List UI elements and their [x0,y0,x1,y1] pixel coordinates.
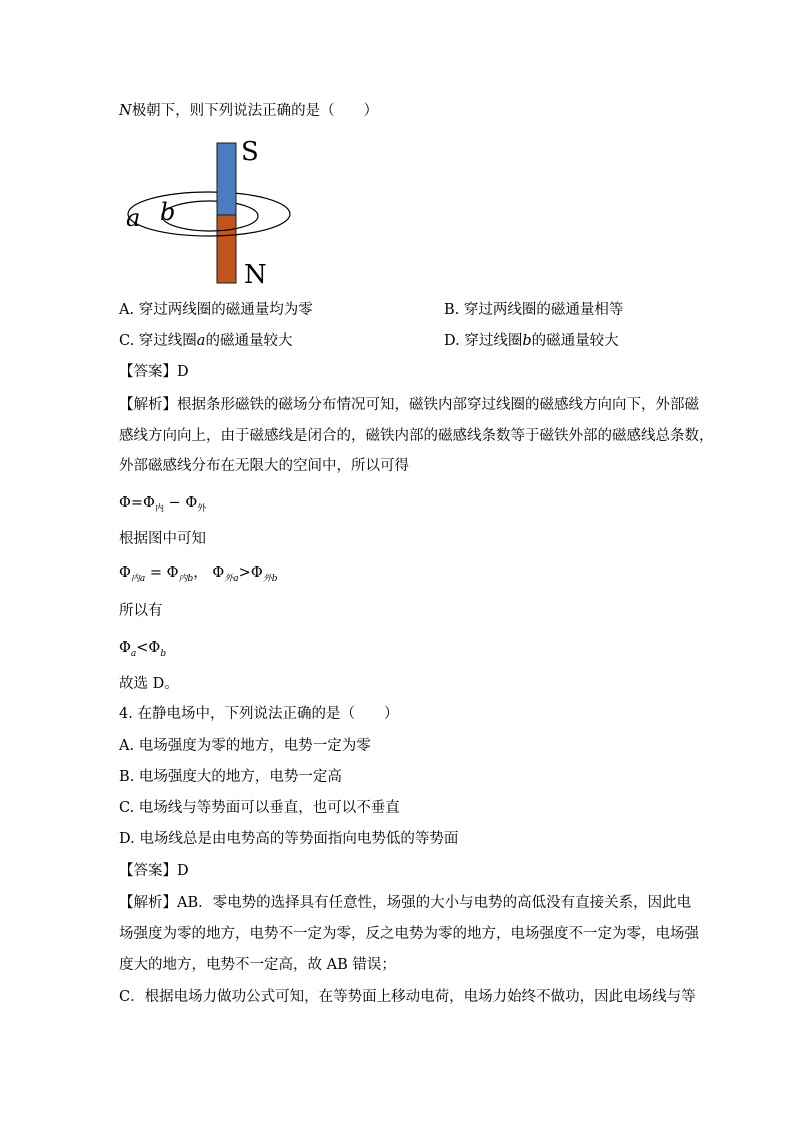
q4-answer-line [119,861,189,881]
magnet-s-pole [217,143,236,215]
eq1-lhs: Φ=Φ [119,495,155,511]
q4-analysis-line-1 [119,893,691,913]
coil-a-back [128,192,290,214]
q4-option-a: A. 电场强度为零的地方，电势一定为零 [119,738,371,754]
q4-answer-tag: 【答案】 [119,863,177,879]
choose-text: 故选 D。 [119,676,179,692]
option-c [119,331,292,351]
q4-option-c: C. 电场线与等势面可以垂直，也可以不垂直 [119,800,400,816]
option-c-var: a [196,333,206,349]
eq1-mid: − Φ [163,495,198,511]
eq3-sub2: b [160,649,167,659]
option-d-suffix: 的磁通量较大 [531,333,619,349]
eq3-part2: <Φ [136,640,161,656]
option-d-prefix: D. 穿过线圈 [444,333,523,349]
label-n: N [244,260,267,290]
eq2-sub1: 内a [130,574,146,584]
eq2-sub3: 外a [224,574,239,584]
analysis-tag: 【解析】 [119,397,177,413]
option-b: B. 穿过两线圈的磁通量相等 [444,302,624,318]
label-coil-b: b [160,198,176,226]
stem-text: 极朝下，则下列说法正确的是（ ） [131,103,379,119]
equation-1 [119,493,206,519]
eq3-sub1: a [130,649,137,659]
eq2-part4: >Φ [238,565,263,581]
question-stem [119,101,378,121]
analysis-text-1: 根据条形磁铁的磁场分布情况可知，磁铁内部穿过线圈的磁感线方向向下，外部磁 [177,397,699,413]
coil-b-front [162,216,258,231]
q4-option-b: B. 电场强度大的地方，电势一定高 [119,769,342,785]
label-coil-a: a [126,204,141,232]
equation-2 [119,563,277,589]
analysis-line-1 [119,395,699,415]
question-4-stem: 4. 在静电场中，下列说法正确的是（ ） [119,706,399,722]
answer-value: D [177,364,189,380]
magnet-n-pole [217,215,236,283]
analysis-line-2: 感线方向向上，由于磁感线是闭合的，磁铁内部的磁感线条数等于磁铁外部的磁感线总条数， [119,428,714,444]
equation-3 [119,638,166,664]
magnet-coil-figure [120,140,300,290]
eq2-sub4: 外b [262,574,278,584]
option-c-prefix: C. 穿过线圈 [119,333,197,349]
eq2-part3: ， Φ [193,565,225,581]
q4-analysis-line-2: 场强度为零的地方，电势不一定为零，反之电势为零的地方，电场强度不一定为零，电场强 [119,926,699,942]
answer-tag: 【答案】 [119,364,177,380]
option-d-var: b [522,333,532,349]
q4-option-d: D. 电场线总是由电势高的等势面指向电势低的等势面 [119,831,459,847]
eq3-part1: Φ [119,640,131,656]
q4-answer-value: D [177,863,189,879]
q4-analysis-tag: 【解析】 [119,895,177,911]
q4-analysis-line-3: 度大的地方，电势不一定高，故 AB 错误； [119,957,396,973]
eq2-sub2: 内b [178,574,194,584]
option-c-suffix: 的磁通量较大 [205,333,293,349]
option-d [444,331,619,351]
stem-pole-label: N [119,103,132,119]
answer-line [119,362,189,382]
eq2-part2: = Φ [145,565,179,581]
option-a: A. 穿过两线圈的磁通量均为零 [119,302,313,318]
coil-b-back [162,201,258,216]
eq1-sub-inner: 内 [154,504,164,514]
label-s: S [241,140,259,167]
q4-analysis-line-4: C．根据电场力做功公式可知，在等势面上移动电荷，电场力始终不做功，因此电场线与等 [119,989,696,1005]
analysis-line-3: 外部磁感线分布在无限大的空间中，所以可得 [119,458,409,474]
eq1-sub-outer: 外 [197,504,207,514]
coil-a-front [128,214,290,236]
so-text: 所以有 [119,603,163,619]
q4-analysis-text-1: AB．零电势的选择具有任意性，场强的大小与电势的高低没有直接关系，因此电 [177,895,692,911]
from-figure-text: 根据图中可知 [119,531,206,547]
eq2-part1: Φ [119,565,131,581]
